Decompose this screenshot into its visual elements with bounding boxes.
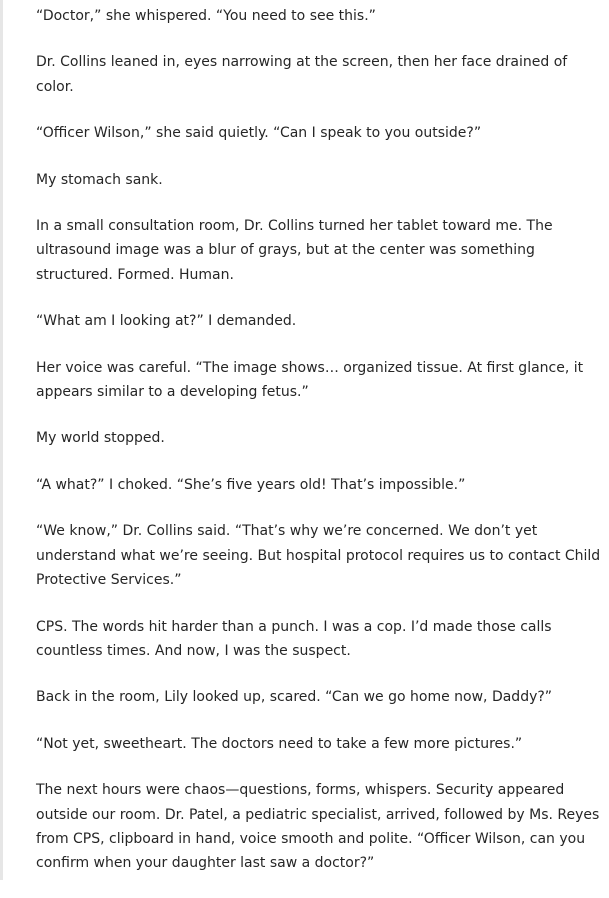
story-text [36, 4, 601, 898]
paragraph [36, 519, 601, 592]
text-line: “A what?” I choked. “She’s five years old! That’s impossible.” [36, 476, 466, 493]
paragraph [36, 4, 586, 28]
paragraph [36, 426, 586, 450]
paragraph [36, 732, 586, 756]
text-line: “We know,” Dr. Collins said. “That’s why we’re concerned. We don’t yet [36, 523, 538, 540]
text-line: “Not yet, sweetheart. The doctors need to take a few more pictures.” [36, 735, 523, 752]
paragraph [36, 685, 586, 709]
text-line: Back in the room, Lily looked up, scared. “Can we go home now, Daddy?” [36, 689, 553, 706]
text-line: appears similar to a developing fetus.” [36, 384, 309, 401]
text-line: My stomach sank. [36, 171, 163, 188]
paragraph [36, 168, 586, 192]
paragraph [36, 50, 586, 99]
text-line: countless times. And now, I was the suspect. [36, 642, 351, 659]
text-line: understand what we’re seeing. But hospital protocol requires us to contact Child [36, 547, 601, 564]
text-line: In a small consultation room, Dr. Collins turned her tablet toward me. The [36, 218, 553, 235]
paragraph [36, 121, 586, 145]
text-line: from CPS, clipboard in hand, voice smooth and polite. “Officer Wilson, can you [36, 830, 586, 847]
text-line: structured. Formed. Human. [36, 266, 234, 283]
text-line: color. [36, 78, 74, 95]
paragraph [36, 473, 586, 497]
text-line: CPS. The words hit harder than a punch. I was a cop. I’d made those calls [36, 618, 552, 635]
text-line: “Officer Wilson,” she said quietly. “Can I speak to you outside?” [36, 125, 482, 142]
paragraph [36, 356, 586, 405]
paragraph [36, 615, 586, 664]
paragraph [36, 778, 600, 876]
text-line: Dr. Collins leaned in, eyes narrowing at the screen, then her face drained of [36, 54, 568, 71]
text-line: The next hours were chaos—questions, forms, whispers. Security appeared [36, 782, 565, 799]
text-line: Protective Services.” [36, 572, 182, 589]
text-line: “Doctor,” she whispered. “You need to see this.” [36, 8, 376, 24]
text-line: ultrasound image was a blur of grays, but at the center was something [36, 242, 535, 259]
text-line: Her voice was careful. “The image shows… organized tissue. At first glance, it [36, 359, 584, 376]
paragraph [36, 309, 586, 333]
paragraph [36, 214, 586, 287]
text-line: “What am I looking at?” I demanded. [36, 313, 297, 330]
text-line: My world stopped. [36, 430, 165, 447]
text-line: confirm when your daughter last saw a doctor?” [36, 855, 375, 872]
left-border [0, 0, 3, 880]
text-line: outside our room. Dr. Patel, a pediatric specialist, arrived, followed by Ms. Reyes [36, 806, 600, 823]
